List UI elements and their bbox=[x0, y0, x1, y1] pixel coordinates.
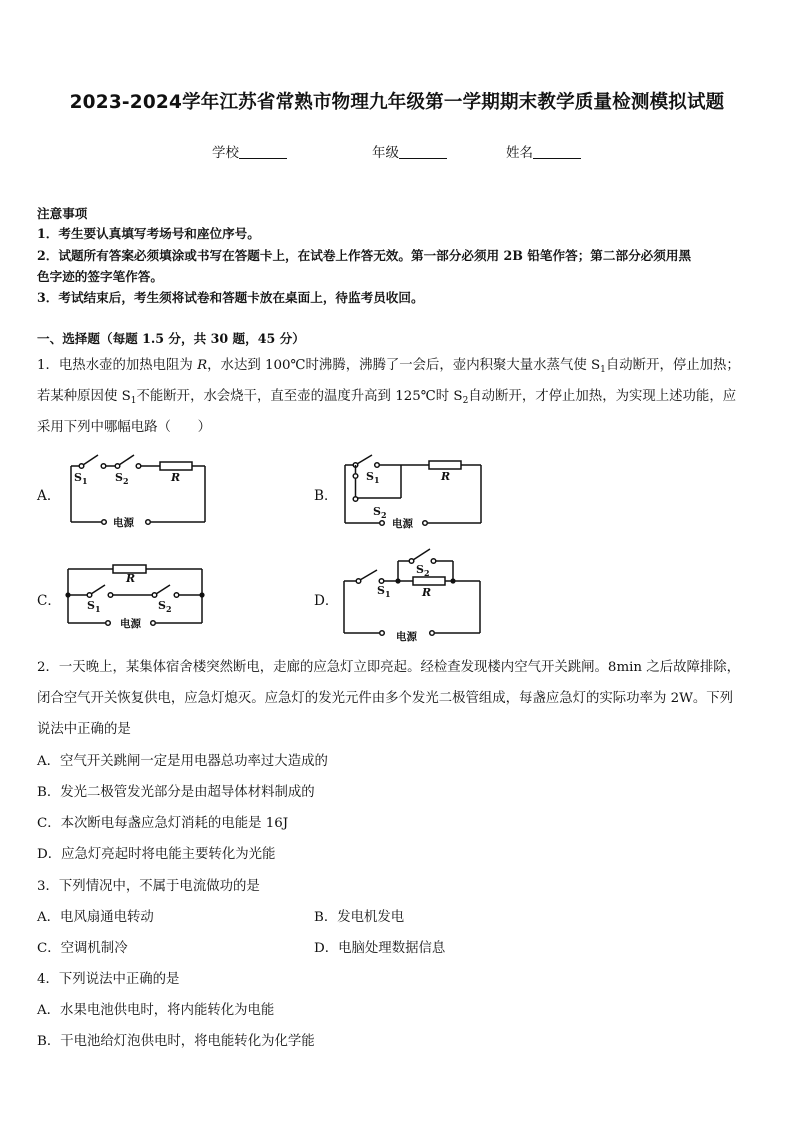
power-source-label: 电源 bbox=[113, 517, 134, 529]
note-item: 3．考试结束后，考生须将试卷和答题卡放在桌面上，待监考员收回。 bbox=[37, 290, 424, 305]
terminal bbox=[146, 520, 151, 525]
q3-option-c[interactable]: C．空调机制冷 bbox=[37, 941, 128, 956]
q1-option-a[interactable]: A． bbox=[37, 488, 61, 504]
junction-dot bbox=[65, 592, 70, 597]
resistor-r bbox=[160, 462, 192, 470]
junction-dot bbox=[395, 578, 400, 583]
q1-stem-line3: 采用下列中哪幅电路（ ） bbox=[37, 420, 212, 435]
grade-blank[interactable] bbox=[399, 146, 447, 159]
q2-option-c[interactable]: C．本次断电每盏应急灯消耗的电能是 16J bbox=[37, 816, 289, 831]
r-label: R bbox=[441, 470, 451, 483]
q2-stem-line1: 2．一天晚上，某集体宿舍楼突然断电，走廊的应急灯立即亮起。经检查发现楼内空气开关跳闸。8min 之后故障排除， bbox=[37, 660, 741, 675]
s2-label: $S_2$ bbox=[158, 599, 172, 614]
junction-dot bbox=[199, 592, 204, 597]
grade-label: 年级 bbox=[372, 145, 399, 161]
terminal bbox=[380, 521, 385, 526]
terminal bbox=[102, 520, 107, 525]
resistor-r bbox=[413, 577, 445, 585]
q1-option-c[interactable]: C． bbox=[37, 593, 61, 609]
q1-option-d[interactable]: D． bbox=[314, 593, 339, 609]
terminal bbox=[375, 463, 380, 468]
q3-option-d[interactable]: D．电脑处理数据信息 bbox=[314, 941, 446, 956]
circuit-diagram-b bbox=[335, 452, 495, 542]
terminal bbox=[108, 593, 113, 598]
q4-stem: 4．下列说法中正确的是 bbox=[37, 972, 180, 987]
school-blank[interactable] bbox=[239, 146, 287, 159]
note-item: 色字迹的签字笔作答。 bbox=[37, 269, 163, 284]
school-label: 学校 bbox=[212, 145, 239, 161]
school-field[interactable] bbox=[212, 141, 287, 161]
q1-stem-line1: 1．电热水壶的加热电阻为 R，水达到 100℃时沸腾，沸腾了一会后，壶内积聚大量水蒸气使 $S_1$自动断开，停止加热； bbox=[37, 358, 740, 375]
s2-label: $S_2$ bbox=[416, 563, 430, 578]
s1-label: $S_1$ bbox=[366, 470, 380, 485]
switch-s2-blade bbox=[413, 549, 430, 560]
circuit-diagram-a bbox=[60, 445, 220, 540]
terminal bbox=[431, 559, 436, 564]
power-source-label: 电源 bbox=[392, 518, 413, 530]
resistor-r bbox=[429, 461, 461, 469]
terminal bbox=[430, 631, 435, 636]
q3-option-a[interactable]: A．电风扇通电转动 bbox=[37, 910, 154, 925]
circuit-diagram-c bbox=[60, 560, 220, 636]
terminal bbox=[379, 579, 384, 584]
terminal bbox=[101, 464, 106, 469]
page-title: 2023-2024学年江苏省常熟市物理九年级第一学期期末教学质量检测模拟试题 bbox=[69, 92, 725, 113]
r-label: R bbox=[126, 572, 136, 585]
switch-s1-blade bbox=[91, 585, 105, 594]
q2-stem-line2: 闭合空气开关恢复供电，应急灯熄灭。应急灯的发光元件由多个发光二极管组成，每盏应急灯的实际功率为 2W。下列 bbox=[37, 691, 734, 706]
r-label: R bbox=[171, 471, 181, 484]
s1-label: $S_1$ bbox=[87, 599, 101, 614]
q2-option-b[interactable]: B．发光二极管发光部分是由超导体材料制成的 bbox=[37, 785, 315, 800]
terminal bbox=[174, 593, 179, 598]
r-label: R bbox=[422, 586, 432, 599]
power-source-label: 电源 bbox=[396, 631, 417, 643]
switch-s1-blade bbox=[83, 455, 98, 465]
s2-label: $S_2$ bbox=[373, 505, 387, 520]
grade-field[interactable] bbox=[372, 141, 447, 161]
q2-option-a[interactable]: A．空气开关跳闸一定是用电器总功率过大造成的 bbox=[37, 754, 328, 769]
note-item: 1．考生要认真填写考场号和座位序号。 bbox=[37, 226, 260, 241]
q2-stem-line3: 说法中正确的是 bbox=[37, 722, 131, 737]
section-heading: 一、选择题（每题 1.5 分，共 30 题，45 分） bbox=[37, 331, 305, 346]
s2-label: $S_2$ bbox=[115, 471, 129, 486]
name-field[interactable] bbox=[506, 141, 581, 161]
terminal bbox=[136, 464, 141, 469]
note-item: 2．试题所有答案必须填涂或书写在答题卡上，在试卷上作答无效。第一部分必须用 2B 铅笔作答；第二部分必须用黑 bbox=[37, 248, 692, 263]
s1-label: $S_1$ bbox=[74, 471, 88, 486]
switch-s1-blade bbox=[357, 455, 372, 464]
switch-s2-blade bbox=[156, 585, 170, 594]
terminal bbox=[423, 521, 428, 526]
power-source-label: 电源 bbox=[120, 618, 141, 630]
junction-dot bbox=[450, 578, 455, 583]
q4-option-a[interactable]: A．水果电池供电时，将内能转化为电能 bbox=[37, 1003, 275, 1018]
q2-option-d[interactable]: D．应急灯亮起时将电能主要转化为光能 bbox=[37, 847, 276, 862]
q1-stem-line2: 若某种原因使 $S_1$不能断开，水会烧干，直至壶的温度升高到 125℃时 $S_2$自动断开，才停止加热，为实现上述功能，应 bbox=[37, 389, 737, 406]
q1-option-b[interactable]: B． bbox=[314, 488, 338, 504]
terminal bbox=[106, 621, 111, 626]
q4-option-b[interactable]: B．干电池给灯泡供电时，将电能转化为化学能 bbox=[37, 1034, 315, 1049]
q3-stem: 3．下列情况中，不属于电流做功的是 bbox=[37, 879, 260, 894]
terminal bbox=[353, 474, 358, 479]
circuit-diagram-d bbox=[336, 542, 488, 646]
notes-heading: 注意事项 bbox=[37, 206, 88, 221]
terminal bbox=[380, 631, 385, 636]
terminal bbox=[151, 621, 156, 626]
switch-s2-blade bbox=[119, 455, 134, 465]
name-label: 姓名 bbox=[506, 145, 533, 161]
q3-option-b[interactable]: B．发电机发电 bbox=[314, 910, 405, 925]
name-blank[interactable] bbox=[533, 146, 581, 159]
switch-s1-blade bbox=[360, 570, 377, 580]
s1-label: $S_1$ bbox=[377, 584, 391, 599]
